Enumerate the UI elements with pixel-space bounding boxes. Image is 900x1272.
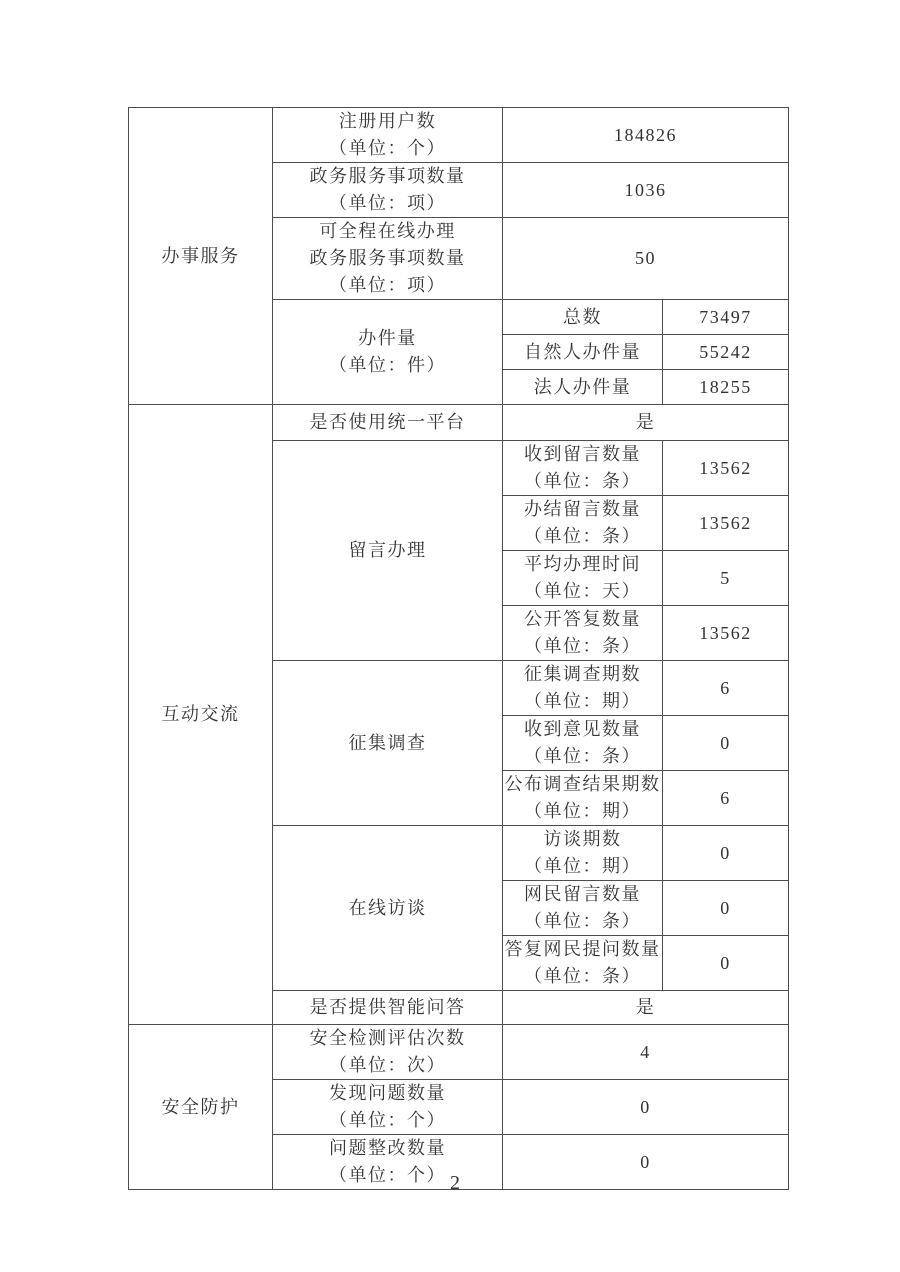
row-label-unified-platform: 是否使用统一平台 xyxy=(273,405,503,441)
row-label-message-handling: 留言办理 xyxy=(273,441,503,661)
sublabel-cases-total: 总数 xyxy=(503,300,663,335)
unit-line: （单位：次） xyxy=(329,1055,446,1075)
unit-line: （单位：条） xyxy=(524,966,641,986)
sublabel-interview-periods xyxy=(503,826,663,881)
row-label-registered-users xyxy=(273,108,503,163)
unit-line: （单位：期） xyxy=(524,691,641,711)
value-messages-completed: 13562 xyxy=(663,496,789,551)
sublabel-question-replies xyxy=(503,936,663,991)
label-line: 征集调查期数 xyxy=(524,664,641,684)
sublabel-public-replies xyxy=(503,606,663,661)
sublabel-cases-legal-person: 法人办件量 xyxy=(503,370,663,405)
section-label-security: 安全防护 xyxy=(129,1025,273,1190)
value-cases-total: 73497 xyxy=(663,300,789,335)
value-public-replies: 13562 xyxy=(663,606,789,661)
sublabel-survey-periods xyxy=(503,661,663,716)
row-label-problems-found xyxy=(273,1080,503,1135)
value-messages-received: 13562 xyxy=(663,441,789,496)
unit-line: （单位：天） xyxy=(524,581,641,601)
label-line: 网民留言数量 xyxy=(524,884,641,904)
value-cases-natural-person: 55242 xyxy=(663,335,789,370)
label-line: 安全检测评估次数 xyxy=(309,1028,466,1048)
value-unified-platform: 是 xyxy=(503,405,789,441)
section-label-service: 办事服务 xyxy=(129,108,273,405)
label-line: 可全程在线办理 xyxy=(319,221,456,241)
value-smart-qa: 是 xyxy=(503,991,789,1025)
row-label-smart-qa: 是否提供智能问答 xyxy=(273,991,503,1025)
unit-line: （单位：件） xyxy=(329,355,446,375)
value-netizen-messages: 0 xyxy=(663,881,789,936)
unit-line: （单位：条） xyxy=(524,911,641,931)
value-avg-handling-time: 5 xyxy=(663,551,789,606)
value-survey-results: 6 xyxy=(663,771,789,826)
section-label-interaction: 互动交流 xyxy=(129,405,273,1025)
row-label-gov-service-items xyxy=(273,163,503,218)
unit-line: （单位：期） xyxy=(524,801,641,821)
label-line: 政务服务事项数量 xyxy=(309,166,466,186)
value-interview-periods: 0 xyxy=(663,826,789,881)
value-gov-service-items: 1036 xyxy=(503,163,789,218)
statistics-table xyxy=(128,107,789,1190)
sublabel-survey-results xyxy=(503,771,663,826)
unit-line: （单位：个） xyxy=(329,1110,446,1130)
unit-line: （单位：个） xyxy=(329,138,446,158)
unit-line: （单位：条） xyxy=(524,746,641,766)
table-row xyxy=(129,108,789,163)
label-line: 公开答复数量 xyxy=(524,609,641,629)
label-line: 问题整改数量 xyxy=(329,1138,446,1158)
unit-line: （单位：条） xyxy=(524,636,641,656)
label-line: 公布调查结果期数 xyxy=(504,774,661,794)
value-problems-rectified: 0 xyxy=(503,1135,789,1190)
sublabel-cases-natural-person: 自然人办件量 xyxy=(503,335,663,370)
unit-line: （单位：条） xyxy=(524,471,641,491)
row-label-online-interview: 在线访谈 xyxy=(273,826,503,991)
unit-line: （单位：期） xyxy=(524,856,641,876)
label-line: 答复网民提问数量 xyxy=(504,939,661,959)
sublabel-messages-completed xyxy=(503,496,663,551)
label-line: 发现问题数量 xyxy=(329,1083,446,1103)
label-line: 政务服务事项数量 xyxy=(309,248,466,268)
row-label-survey: 征集调查 xyxy=(273,661,503,826)
label-line: 收到意见数量 xyxy=(524,719,641,739)
label-line: 平均办理时间 xyxy=(524,554,641,574)
label-line: 注册用户数 xyxy=(338,111,437,131)
value-opinions-received: 0 xyxy=(663,716,789,771)
label-line: 办结留言数量 xyxy=(524,499,641,519)
value-problems-found: 0 xyxy=(503,1080,789,1135)
row-label-assessments xyxy=(273,1025,503,1080)
unit-line: （单位：个） xyxy=(329,1165,446,1185)
sublabel-avg-handling-time xyxy=(503,551,663,606)
row-label-cases xyxy=(273,300,503,405)
value-registered-users: 184826 xyxy=(503,108,789,163)
value-survey-periods: 6 xyxy=(663,661,789,716)
sublabel-messages-received xyxy=(503,441,663,496)
page-number: 2 xyxy=(450,1172,460,1194)
unit-line: （单位：条） xyxy=(524,526,641,546)
unit-line: （单位：项） xyxy=(329,275,446,295)
table-row xyxy=(129,1025,789,1080)
table-row xyxy=(129,405,789,441)
label-line: 访谈期数 xyxy=(543,829,622,849)
value-question-replies: 0 xyxy=(663,936,789,991)
label-line: 收到留言数量 xyxy=(524,444,641,464)
label-line: 办件量 xyxy=(358,328,417,348)
row-label-full-online-items xyxy=(273,218,503,300)
value-assessments: 4 xyxy=(503,1025,789,1080)
value-full-online-items: 50 xyxy=(503,218,789,300)
value-cases-legal-person: 18255 xyxy=(663,370,789,405)
unit-line: （单位：项） xyxy=(329,193,446,213)
sublabel-netizen-messages xyxy=(503,881,663,936)
sublabel-opinions-received xyxy=(503,716,663,771)
